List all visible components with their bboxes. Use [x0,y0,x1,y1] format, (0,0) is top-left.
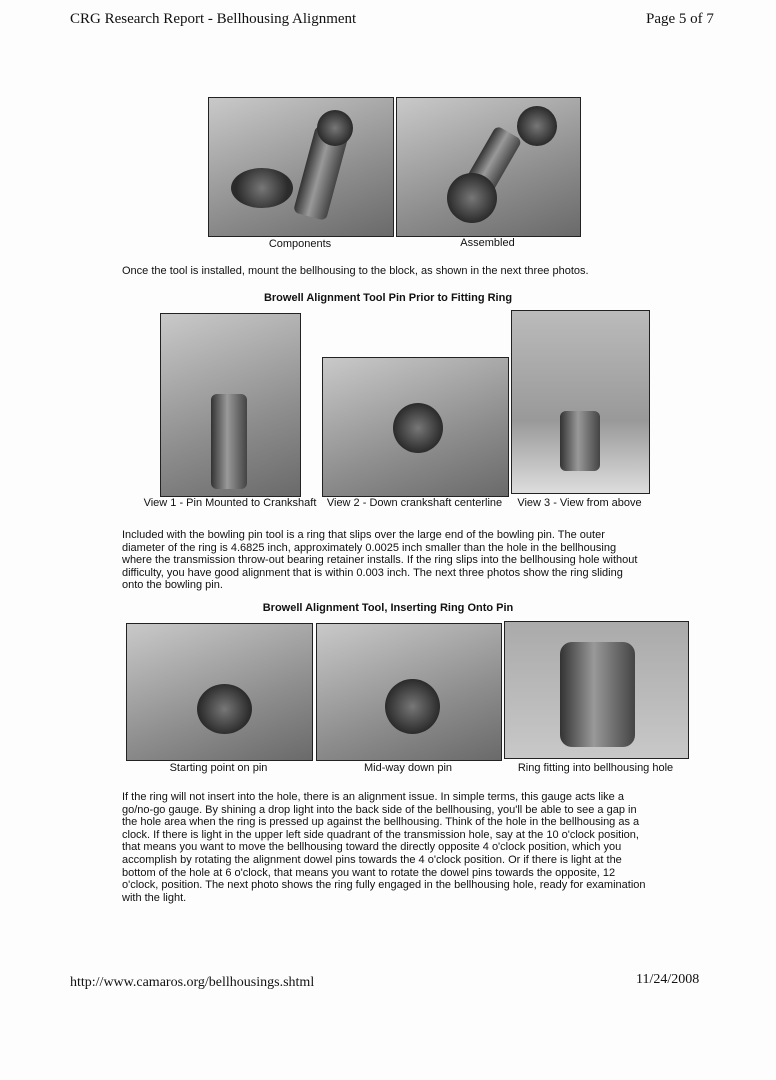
photo-starting-point [126,623,313,761]
page-number: Page 5 of 7 [646,11,714,27]
caption: Assembled [460,237,515,249]
caption: Mid-way down pin [363,762,453,774]
section-heading: Browell Alignment Tool Pin Prior to Fitting Ring [263,292,513,304]
caption: Ring fitting into bellhousing hole [517,762,674,774]
photo-view-3 [511,310,650,494]
footer-date: 11/24/2008 [636,972,700,987]
caption: View 2 - Down crankshaft centerline [326,497,503,509]
text-line: where the transmission throw-out bearing retainer installs. If the ring slips into the bellhousing hole without [122,554,638,567]
photo-view-2 [322,357,509,497]
text-line: difficulty, you have good alignment that is within 0.003 inch. The next three photos show the ring sliding [122,566,623,579]
footer-url: http://www.camaros.org/bellhousings.shtml [70,975,315,990]
caption: View 1 - Pin Mounted to Crankshaft [143,497,317,509]
text-line: bottom of the hole at 6 o'clock, that means you want to rotate the dowel pins towards the opposite, 12 [122,866,616,879]
section-heading: Browell Alignment Tool, Inserting Ring Onto Pin [262,602,514,614]
photo-view-1 [160,313,301,497]
text-line: the hole area when the ring is pressed up against the bellhousing. Think of the hole in the bellhousing as a [122,816,640,829]
photo-mid-way [316,623,502,761]
text-line: If the ring will not insert into the hole, there is an alignment issue. In simple terms, this gauge acts like a [122,791,624,803]
caption: Starting point on pin [169,762,268,774]
caption: Components [268,238,332,250]
text-line: diameter of the ring is 4.6825 inch, approximately 0.0025 inch smaller than the hole in the bellhousing [122,541,617,554]
alignment-paragraph [122,791,646,904]
text-line: go/no-go gauge. By shining a drop light into the back side of the bellhousing, you'll be able to see a gap in [122,803,637,816]
photo-components [208,97,394,237]
text-line: accomplish by rotating the alignment dowel pins towards the 4 o'clock position. Or if there is light at the [122,853,622,866]
text-line: with the light. [122,891,187,904]
photo-ring-fitting [504,621,689,759]
intro-text: Once the tool is installed, mount the bellhousing to the block, as shown in the next three photos. [122,265,589,277]
text-line: Included with the bowling pin tool is a ring that slips over the large end of the bowling pin. The outer [122,529,605,541]
text-line: o'clock, position. The next photo shows the ring fully engaged in the bellhousing hole, ready for examination [122,879,646,892]
text-line: that means you want to move the bellhousing toward the directly opposite 4 o'clock position, which you [122,841,622,854]
caption: View 3 - View from above [517,497,642,509]
report-title: CRG Research Report - Bellhousing Alignment [70,11,357,27]
text-line: clock. If there is light in the upper left side quadrant of the transmission hole, say at the 10 o'clock position, [122,828,639,841]
photo-assembled [396,97,581,237]
text-line: onto the bowling pin. [122,579,223,592]
ring-paragraph [122,529,637,592]
